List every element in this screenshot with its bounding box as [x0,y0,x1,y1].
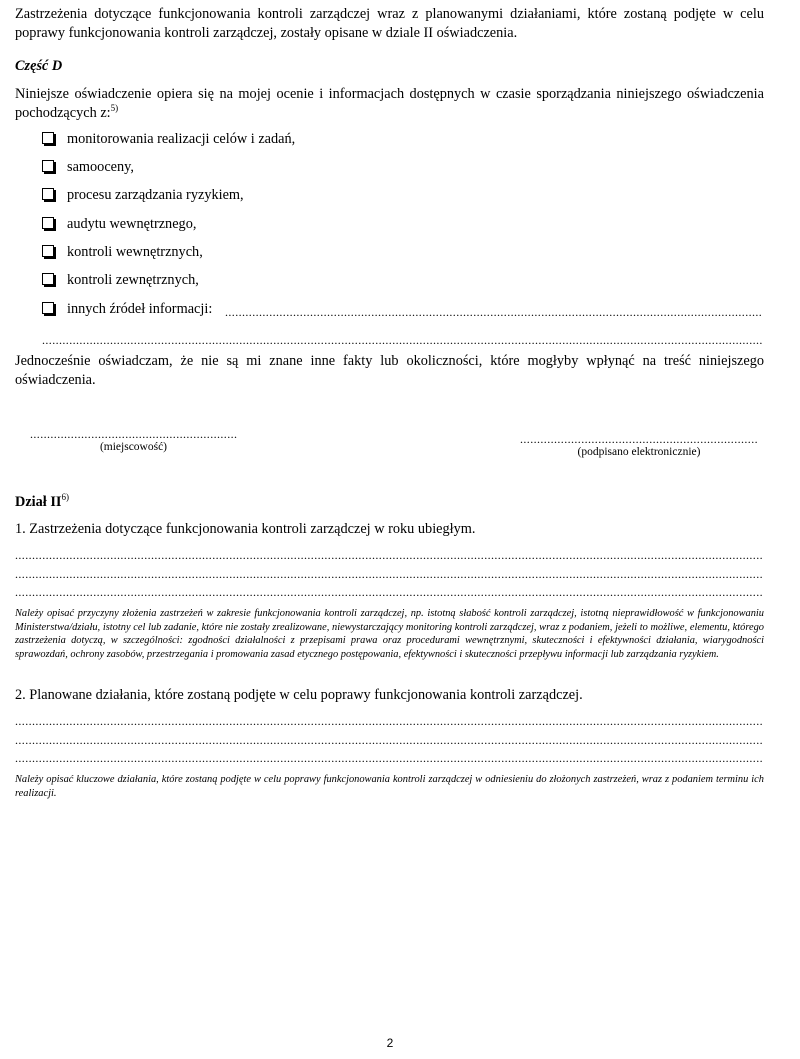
checkbox-icon[interactable] [42,302,54,314]
checkbox-icon[interactable] [42,217,54,229]
checkbox-label: kontroli zewnętrznych, [67,272,199,288]
section-ii-item-2: 2. Planowane działania, które zostaną podjęte w celu poprawy funkcjonowania kontroli zarządczej. [15,687,583,703]
checkbox-icon[interactable] [42,245,54,257]
checkbox-icon[interactable] [42,273,54,285]
other-sources-fill-line[interactable] [225,306,763,318]
item-2-fill-line-1[interactable] [15,715,763,727]
checkbox-icon[interactable] [42,188,54,200]
item-2-fill-line-3[interactable] [15,752,763,764]
part-d-statement-text: Niniejsze oświadczenie opiera się na mojej ocenie i informacjach dostępnych w czasie sporządzania niniejszego oświadczenia pochodzących z: [15,86,764,121]
place-label: (miejscowość) [99,441,168,453]
checkbox-item-internal-controls[interactable] [42,243,203,262]
signature-label: (podpisano elektronicznie) [577,446,701,458]
checkbox-icon[interactable] [42,132,54,144]
checkbox-label: procesu zarządzania ryzykiem, [67,187,244,203]
part-d-statement [15,85,764,123]
other-sources-fill-line-2[interactable] [42,334,763,346]
item-2-fill-line-2[interactable] [15,734,763,746]
checkbox-item-other-sources[interactable] [42,300,212,319]
checkbox-label: innych źródeł informacji: [67,301,213,317]
footnote-5-ref: 5) [110,103,119,113]
checkbox-item-monitoring[interactable] [42,130,295,149]
item-1-fill-line-2[interactable] [15,568,763,580]
part-d-heading: Część D [15,58,63,74]
intro-paragraph: Zastrzeżenia dotyczące funkcjonowania kontroli zarządczej wraz z planowanymi działaniami, które zostaną podjęte w celu poprawy funkcjonowania kontroli zarządczej, zostały opisane w dziale II oświadczenia. [15,6,764,41]
section-ii-heading [15,494,69,511]
footnote-6-ref: 6) [61,492,69,502]
checkbox-label: monitorowania realizacji celów i zadań, [67,131,296,147]
section-ii-heading-text: Dział II [15,494,62,510]
page-number: 2 [386,1036,394,1050]
signature-fill-line[interactable] [520,433,758,445]
checkbox-item-external-controls[interactable] [42,271,199,290]
checkbox-label: audytu wewnętrznego, [67,216,197,232]
checkbox-label: kontroli wewnętrznych, [67,244,203,260]
declaration-paragraph: Jednocześnie oświadczam, że nie są mi znane inne fakty lub okoliczności, które mogłyby wpłynąć na treść niniejszego oświadczenia. [15,353,764,388]
item-1-fill-line-1[interactable] [15,549,763,561]
section-ii-item-1: 1. Zastrzeżenia dotyczące funkcjonowania kontroli zarządczej w roku ubiegłym. [15,521,476,537]
item-2-instruction-note: Należy opisać kluczowe działania, które zostaną podjęte w celu poprawy funkcjonowania kontroli zarządczej w odniesieniu do złożonych zastrzeżeń, wraz z podaniem terminu ich realizacji. [15,774,764,799]
place-fill-line[interactable] [30,428,237,440]
checkbox-label: samooceny, [67,159,134,175]
checkbox-icon[interactable] [42,160,54,172]
item-1-instruction-note: Należy opisać przyczyny złożenia zastrzeżeń w zakresie funkcjonowania kontroli zarządczej, np. istotną słabość kontroli zarządczej, istotną nieprawidłowość w funkcjonowaniu Ministerstwa/działu, istotny cel lub zadanie, które nie zostały zrealizowane, niewystarczający monitoring kontroli zarządczej, wraz z podaniem, jeżeli to możliwe, elementu, którego zastrzeżenia dotyczą, w szczególności: zgodności działalności z przepisami prawa oraz procedurami wewnętrznymi, skuteczności i efektywności działania, wiarygodności sprawozdań, ochrony zasobów, przestrzegania i promowania zasad etycznego postępowania, efektywności i skuteczności przepływu informacji lub zarządzania ryzykiem. [15,608,764,660]
checkbox-item-internal-audit[interactable] [42,215,196,234]
checkbox-item-risk-management[interactable] [42,186,244,205]
item-1-fill-line-3[interactable] [15,586,763,598]
checkbox-item-self-assessment[interactable] [42,158,134,177]
